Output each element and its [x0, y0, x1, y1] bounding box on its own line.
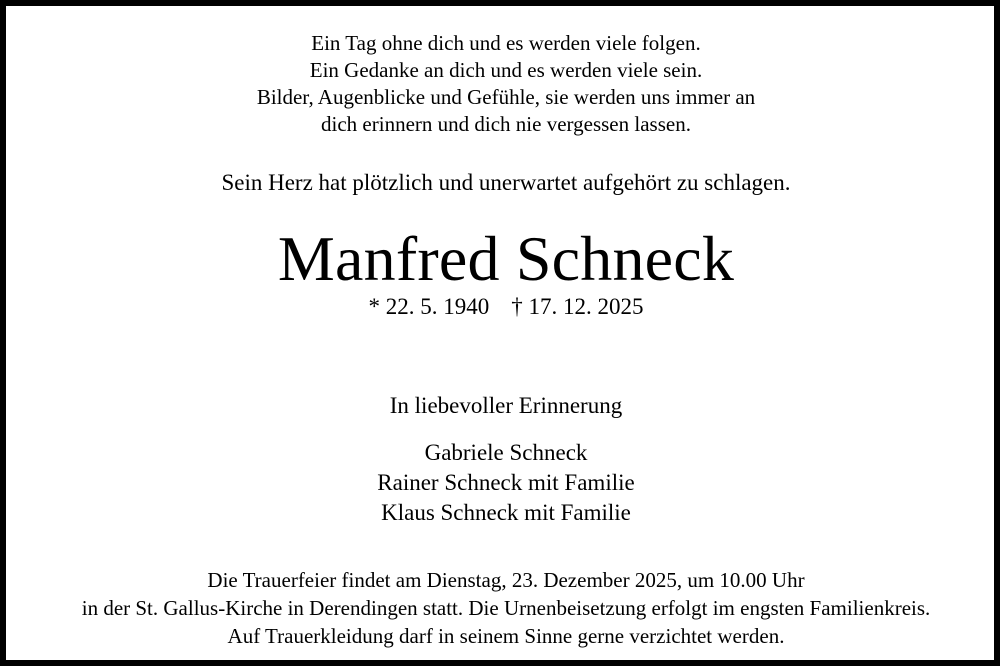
poem-line-3: Bilder, Augenblicke und Gefühle, sie werden uns immer an [256, 85, 756, 109]
funeral-notice-line-2: in der St. Gallus-Kirche in Derendingen statt. Die Urnenbeisetzung erfolgt im engsten Familienkreis. [81, 596, 931, 620]
poem-line-1: Ein Tag ohne dich und es werden viele folgen. [311, 31, 701, 55]
mourner-2: Rainer Schneck mit Familie [377, 470, 635, 495]
life-dates [6, 294, 1000, 320]
funeral-notice-line-1: Die Trauerfeier findet am Dienstag, 23. Dezember 2025, um 10.00 Uhr [207, 568, 805, 592]
poem-line-4: dich erinnern und dich nie vergessen lassen. [321, 112, 691, 136]
deceased-name: Manfred Schneck [277, 223, 735, 294]
intro-text: Sein Herz hat plötzlich und unerwartet aufgehört zu schlagen. [221, 170, 791, 195]
mourner-1: Gabriele Schneck [424, 440, 588, 465]
birth-date: * 22. 5. 1940 [368, 294, 490, 319]
funeral-notice-line-3: Auf Trauerkleidung darf in seinem Sinne gerne verzichtet werden. [227, 624, 785, 648]
poem-line-2: Ein Gedanke an dich und es werden viele sein. [309, 58, 703, 82]
memory-line: In liebevoller Erinnerung [389, 393, 623, 418]
death-date: † 17. 12. 2025 [511, 294, 644, 319]
mourner-3: Klaus Schneck mit Familie [381, 500, 631, 525]
